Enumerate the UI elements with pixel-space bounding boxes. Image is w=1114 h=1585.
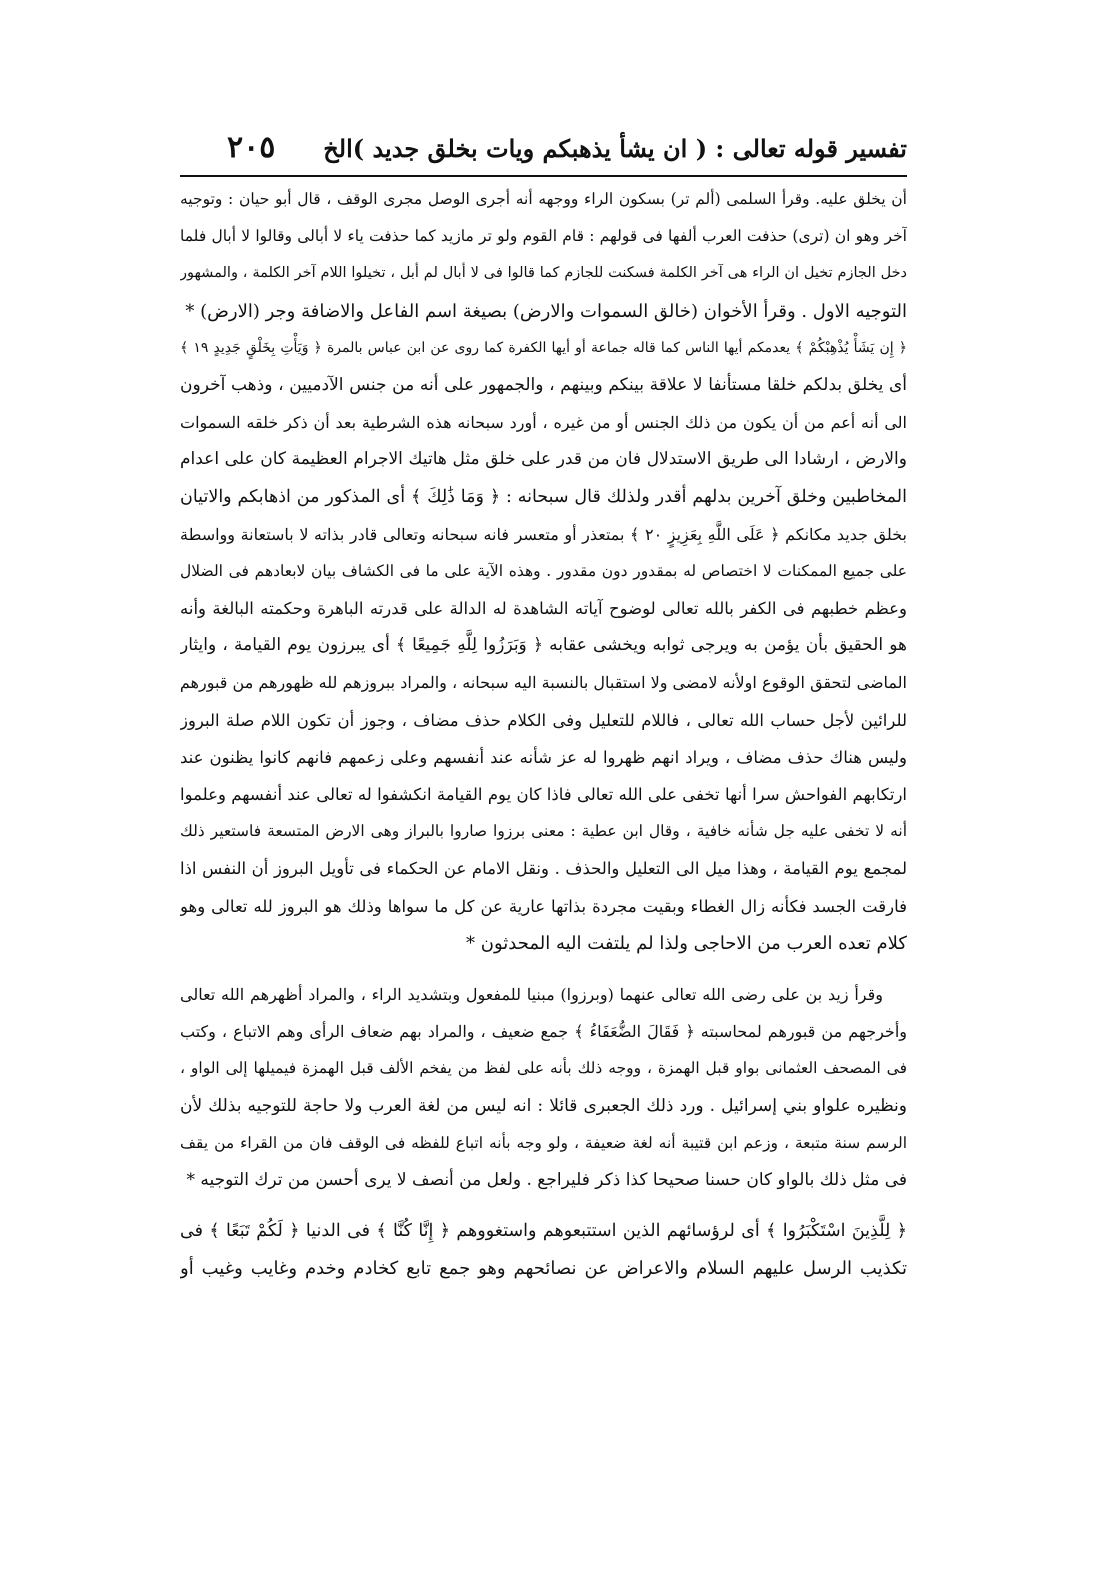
page-header — [182, 130, 907, 176]
text-line: فارقت الجسد فكأنه زال الغطاء وبقيت مجردة بذاتها عارية عن كل ما سواها وذلك هو البروز لله تعالى وهو — [180, 896, 907, 916]
text-line: الى أنه أعم من أن يكون من ذلك الجنس أو من غيره ، أورد سبحانه هذه الشرطية بعد أن ذكر خلقه السموات — [180, 413, 907, 433]
text-line: للرائين لأجل حساب الله تعالى ، فاللام للتعليل وفى الكلام حذف مضاف ، وجوز أن تكون اللام صلة البروز — [180, 710, 907, 730]
text-line: بخلق جديد مكانكم ﴿ عَلَى اللَّهِ بِعَزِيزٍ ٢٠ ﴾ بمتعذر أو متعسر فانه سبحانه وتعالى قادر بذاته لا باستعانة وواسطة — [180, 524, 907, 544]
text-line: الرسم سنة متبعة ، وزعم ابن قتيبة أنه لغة ضعيفة ، ولو وجه بأنه اتباع للفظه فى الوقف فان من القراء من يقف — [180, 1133, 907, 1152]
text-line: أن يخلق عليه. وقرأ السلمى (ألم تر) بسكون الراء ووجهه أنه أجرى الوصل مجرى الوقف ، قال أبو حيان : وتوجيه — [180, 190, 907, 208]
text-line: ﴿ لِلَّذِينَ اسْتَكْبَرُوا ﴾ أى لرؤسائهم الذين استتبعوهم واستغووهم ﴿ إِنَّا كُنَّا ﴾ فى الدنيا ﴿ لَكُمْ تَبَعًا ﴾ فى — [180, 1221, 907, 1242]
text-line: التوجيه الاول . وقرأ الأخوان (خالق السموات والارض) بصيغة اسم الفاعل والاضافة وجر (الارض) * — [185, 300, 907, 322]
running-title: تفسير قوله تعالى : ( ان يشأ يذهبكم ويات بخلق جديد )الخ — [323, 134, 907, 163]
text-line: آخر وهو ان (ترى) حذفت العرب ألفها فى قولهم : قام القوم ولو تر مازيد كما حذفت ياء لا أبالى وقالوا لا أبال فلما — [180, 227, 907, 246]
header-rule — [180, 175, 907, 177]
text-line: على جميع الممكنات لا اختصاص له بمقدور دون مقدور . وهذه الآية على ما فى الكشاف بيان لابعادهم فى الضلال — [180, 561, 907, 580]
text-line: دخل الجازم تخيل ان الراء هى آخر الكلمة فسكنت للجازم كما قالوا فى لا أبال لم أبل ، تخيلوا اللام آخر الكلمة ، والمشهور — [180, 265, 907, 282]
text-line: أى يخلق بدلكم خلقا مستأنفا لا علاقة بينكم وبينهم ، والجمهور على أنه من جنس الآدميين ، وذهب آخرون — [180, 374, 907, 395]
text-line: هو الحقيق بأن يؤمن به ويرجى ثوابه ويخشى عقابه ﴿ وَبَرَزُوا لِلَّهِ جَمِيعًا ﴾ أى يبرزون يوم القيامة ، وايثار — [180, 635, 907, 656]
text-line: وعظم خطبهم فى الكفر بالله تعالى لوضوح آياته الشاهدة له الدالة على قدرته الباهرة وحكمته البالغة وأنه — [180, 599, 907, 619]
text-line: ارتكابهم الفواحش سرا أنها تخفى على الله تعالى فاذا كان يوم القيامة انكشفوا له تعالى عند أنفسهم وعلموا — [180, 785, 907, 804]
text-line: لمجمع يوم القيامة ، وهذا ميل الى التعليل والحذف . ونقل الامام عن الحكماء فى تأويل البروز أن النفس اذا — [180, 859, 907, 879]
page-number: ٢٠٥ — [227, 130, 276, 165]
paragraph-gap — [180, 962, 907, 976]
text-line: المخاطبين وخلق آخرين بدلهم أقدر ولذلك قال سبحانه : ﴿ وَمَا ذَٰلِكَ ﴾ أى المذكور من اذهابكم والاتيان — [180, 486, 907, 507]
text-line: فى مثل ذلك بالواو كان حسنا صحيحا كذا ذكر فليراجع . ولعل من أنصف لا يرى أحسن من ترك التوجيه * — [186, 1169, 907, 1190]
text-line: تكذيب الرسل عليهم السلام والاعراض عن نصائحهم وهو جمع تابع كخادم وخدم وغايب وغيب أو — [180, 1258, 907, 1280]
text-line: والارض ، ارشادا الى طريق الاستدلال فان من قدر على خلق مثل هاتيك الاجرام العظيمة كان على اعدام — [180, 449, 907, 470]
text-line: وقرأ زيد بن على رضى الله تعالى عنهما (وبرزوا) مبنيا للمفعول وبتشديد الراء ، والمراد أظهرهم الله تعالى — [180, 984, 883, 1004]
text-line: وأخرجهم من قبورهم لمحاسبته ﴿ فَقَالَ الضُّعَفَاءُ ﴾ جمع ضعيف ، والمراد بهم ضعاف الرأى وهم الاتباع ، وكتب — [180, 1022, 907, 1042]
paragraph-gap — [180, 1199, 907, 1213]
text-line: الماضى لتحقق الوقوع اولأنه لامضى ولا استقبال بالنسبة اليه سبحانه ، والمراد ببروزهم لله ظهورهم من قبورهم — [180, 673, 907, 693]
text-line: كلام تعده العرب من الاحاجى ولذا لم يلتفت اليه المحدثون * — [466, 932, 907, 954]
body-text — [180, 181, 907, 1561]
text-line: وليس هناك حذف مضاف ، ويراد انهم ظهروا له عز شأنه عند أنفسهم وعلى زعمهم فانهم كانوا يظنون عند — [180, 747, 907, 767]
text-line: أنه لا تخفى عليه جل شأنه خافية ، وقال ابن عطية : معنى برزوا صاروا بالبراز وهى الارض المتسعة فاستعير ذلك — [180, 822, 907, 841]
text-line: ونظيره علواو بني إسرائيل . ورد ذلك الجعبرى قائلا : انه ليس من لغة العرب ولا حاجة للتوجيه بذلك لأن — [180, 1095, 907, 1116]
text-line: ﴿ إِن يَشَأْ يُذْهِبْكُمْ ﴾ يعدمكم أيها الناس كما قاله جماعة أو أيها الكفرة كما روى عن ابن عباس بالمرة ﴿ وَيَأْتِ بِخَلْقٍ جَدِيدٍ ١٩ ﴾ — [180, 339, 907, 356]
text-line: فى المصحف العثمانى بواو قبل الهمزة ، ووجه ذلك بأنه على لفظ من يفخم الألف قبل الهمزة فيميلها إلى الواو ، — [180, 1059, 907, 1078]
